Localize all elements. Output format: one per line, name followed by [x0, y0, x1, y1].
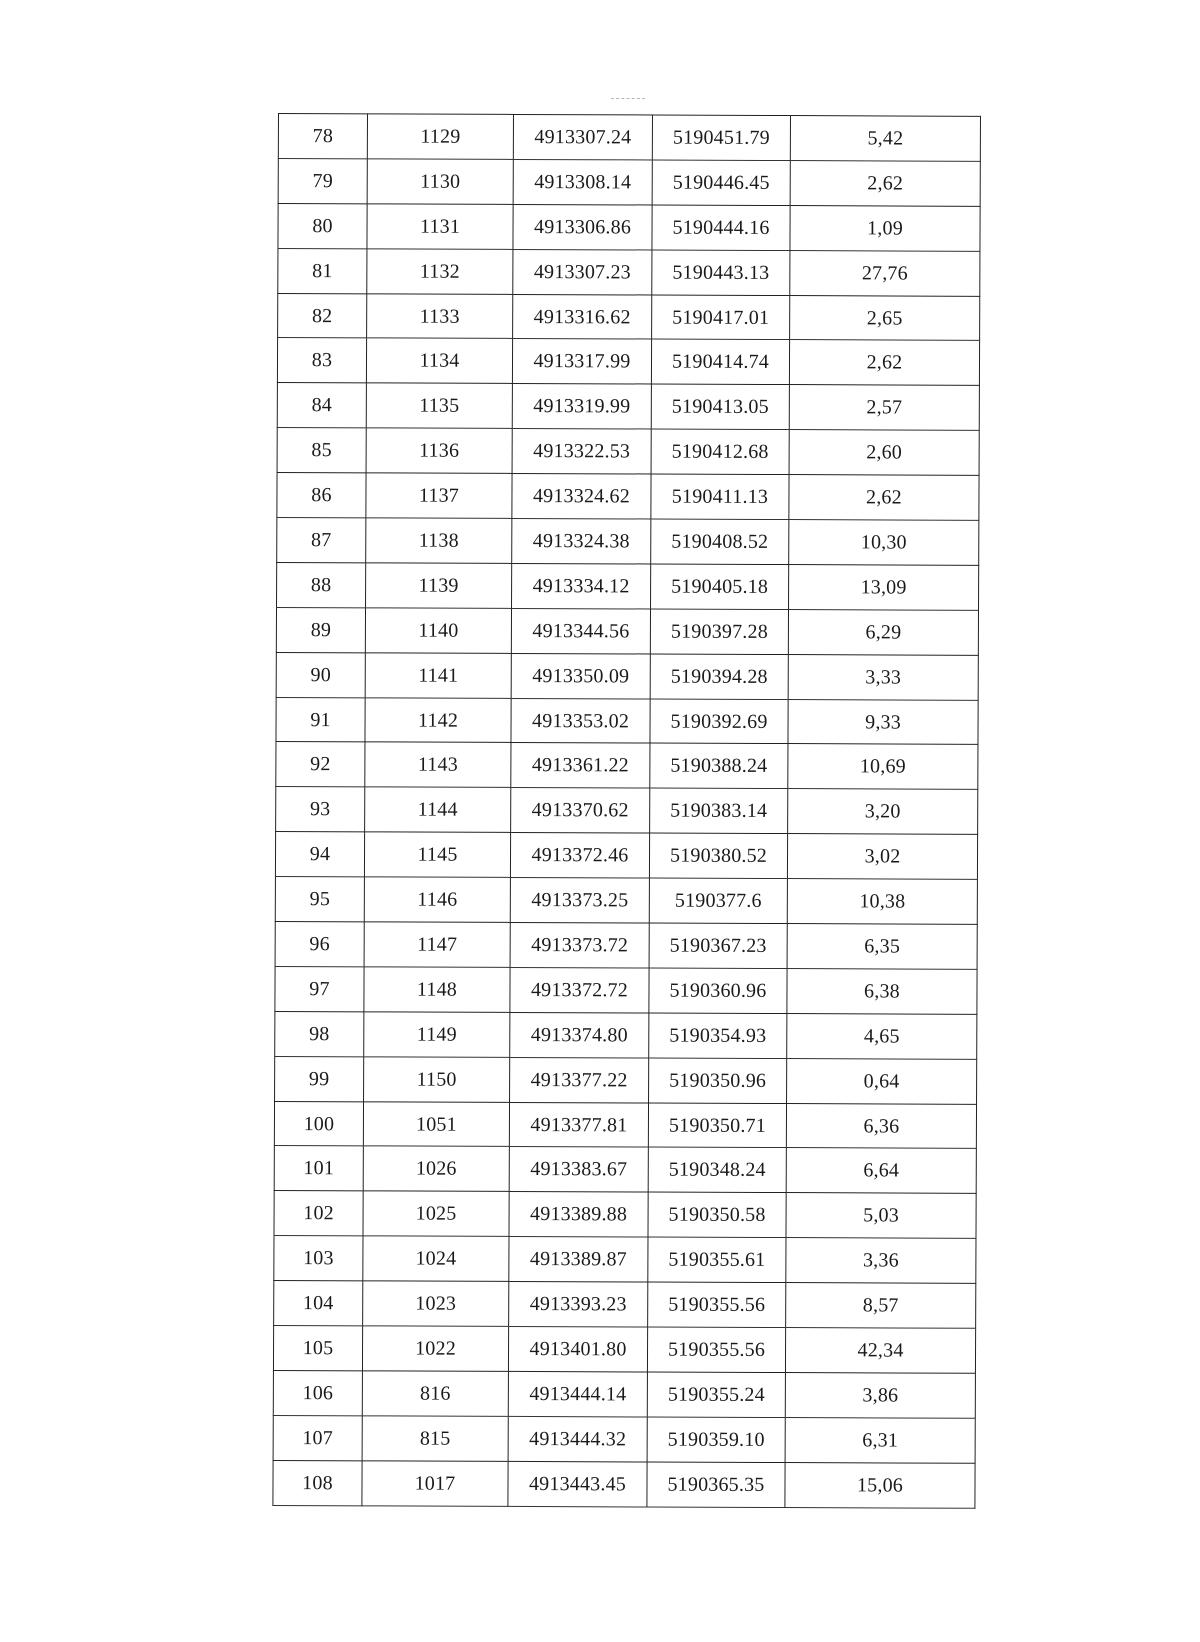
y-coordinate-cell: 5190411.13	[651, 474, 789, 519]
row-number-cell: 81	[278, 248, 367, 293]
table-row	[273, 1415, 975, 1463]
row-number-cell: 95	[275, 877, 364, 922]
distance-cell: 5,42	[790, 116, 980, 162]
table-row	[278, 293, 980, 341]
row-number-cell: 94	[275, 832, 364, 877]
table-row	[277, 562, 979, 610]
row-number-cell: 91	[276, 697, 365, 742]
table-row	[273, 1370, 975, 1418]
point-id-cell: 1141	[365, 653, 511, 698]
distance-cell: 1,09	[790, 205, 980, 251]
y-coordinate-cell: 5190444.16	[652, 205, 790, 250]
y-coordinate-cell: 5190383.14	[650, 788, 788, 833]
row-number-cell: 87	[277, 518, 366, 563]
x-coordinate-cell: 4913317.99	[512, 339, 651, 384]
distance-cell: 42,34	[785, 1328, 975, 1374]
distance-cell: 3,36	[786, 1238, 976, 1284]
x-coordinate-cell: 4913307.24	[513, 114, 652, 159]
row-number-cell: 93	[276, 787, 365, 832]
table-row	[275, 1056, 977, 1104]
point-id-cell: 1140	[365, 608, 511, 653]
y-coordinate-cell: 5190408.52	[651, 519, 789, 564]
x-coordinate-cell: 4913373.25	[510, 878, 649, 923]
row-number-cell: 108	[273, 1460, 362, 1505]
distance-cell: 6,29	[788, 609, 978, 655]
x-coordinate-cell: 4913443.45	[508, 1461, 647, 1506]
x-coordinate-cell: 4913372.72	[510, 967, 649, 1012]
x-coordinate-cell: 4913322.53	[512, 429, 651, 474]
x-coordinate-cell: 4913373.72	[510, 922, 649, 967]
distance-cell: 2,65	[790, 295, 980, 341]
y-coordinate-cell: 5190380.52	[649, 833, 787, 878]
x-coordinate-cell: 4913389.88	[509, 1192, 648, 1237]
table-row	[274, 1236, 976, 1284]
point-id-cell: 1129	[367, 114, 513, 159]
row-number-cell: 83	[277, 338, 366, 383]
row-number-cell: 85	[277, 428, 366, 473]
x-coordinate-cell: 4913361.22	[511, 743, 650, 788]
row-number-cell: 98	[275, 1011, 364, 1056]
row-number-cell: 84	[277, 383, 366, 428]
distance-cell: 3,02	[787, 834, 977, 880]
distance-cell: 3,33	[788, 654, 978, 700]
x-coordinate-cell: 4913350.09	[511, 653, 650, 698]
distance-cell: 4,65	[787, 1013, 977, 1059]
table-row	[274, 1146, 976, 1194]
point-id-cell: 1025	[363, 1191, 509, 1236]
page-number-mark	[611, 98, 645, 101]
row-number-cell: 92	[276, 742, 365, 787]
table-row	[277, 383, 979, 431]
row-number-cell: 90	[276, 652, 365, 697]
distance-cell: 2,62	[789, 340, 979, 386]
distance-cell: 9,33	[788, 699, 978, 745]
y-coordinate-cell: 5190359.10	[647, 1417, 785, 1462]
point-id-cell: 1143	[365, 742, 511, 787]
y-coordinate-cell: 5190365.35	[647, 1462, 785, 1507]
point-id-cell: 1017	[362, 1461, 508, 1506]
y-coordinate-cell: 5190392.69	[650, 699, 788, 744]
table-row	[278, 248, 980, 296]
y-coordinate-cell: 5190413.05	[651, 384, 789, 429]
point-id-cell: 1144	[365, 787, 511, 832]
point-id-cell: 1138	[366, 518, 512, 563]
table-row	[277, 518, 979, 566]
distance-cell: 2,62	[790, 160, 980, 206]
distance-cell: 5,03	[786, 1193, 976, 1239]
point-id-cell: 1132	[367, 249, 513, 294]
x-coordinate-cell: 4913393.23	[509, 1282, 648, 1327]
y-coordinate-cell: 5190350.71	[648, 1103, 786, 1148]
x-coordinate-cell: 4913444.14	[508, 1371, 647, 1416]
x-coordinate-cell: 4913353.02	[511, 698, 650, 743]
y-coordinate-cell: 5190394.28	[650, 654, 788, 699]
x-coordinate-cell: 4913374.80	[510, 1012, 649, 1057]
y-coordinate-cell: 5190451.79	[652, 115, 790, 160]
distance-cell: 8,57	[786, 1283, 976, 1329]
point-id-cell: 1134	[366, 338, 512, 383]
point-id-cell: 1145	[364, 832, 510, 877]
x-coordinate-cell: 4913319.99	[512, 384, 651, 429]
table-row	[275, 832, 977, 880]
point-id-cell: 1146	[364, 877, 510, 922]
table-row	[273, 1460, 975, 1508]
point-id-cell: 1139	[366, 563, 512, 608]
point-id-cell: 1137	[366, 473, 512, 518]
point-id-cell: 1133	[367, 293, 513, 338]
row-number-cell: 102	[274, 1191, 363, 1236]
distance-cell: 3,20	[788, 789, 978, 835]
x-coordinate-cell: 4913372.46	[510, 833, 649, 878]
table-row	[275, 966, 977, 1014]
point-id-cell: 1142	[365, 697, 511, 742]
table-row	[276, 652, 978, 700]
table-row	[278, 203, 980, 251]
y-coordinate-cell: 5190355.61	[648, 1237, 786, 1282]
x-coordinate-cell: 4913444.32	[508, 1416, 647, 1461]
point-id-cell: 1147	[364, 922, 510, 967]
distance-cell: 6,64	[786, 1148, 976, 1194]
point-id-cell: 1024	[363, 1236, 509, 1281]
distance-cell: 2,57	[789, 385, 979, 431]
point-id-cell: 1026	[363, 1146, 509, 1191]
table-row	[276, 697, 978, 745]
y-coordinate-cell: 5190414.74	[651, 339, 789, 384]
row-number-cell: 105	[273, 1326, 362, 1371]
point-id-cell: 1149	[364, 1012, 510, 1057]
table-row	[275, 877, 977, 925]
distance-cell: 3,86	[785, 1372, 975, 1418]
y-coordinate-cell: 5190388.24	[650, 743, 788, 788]
y-coordinate-cell: 5190355.24	[647, 1372, 785, 1417]
row-number-cell: 80	[278, 203, 367, 248]
table-row	[278, 158, 980, 206]
distance-cell: 10,69	[788, 744, 978, 790]
distance-cell: 2,62	[789, 475, 979, 521]
table-row	[274, 1281, 976, 1329]
table-row	[274, 1101, 976, 1149]
point-id-cell: 816	[362, 1371, 508, 1416]
point-id-cell: 1131	[367, 204, 513, 249]
point-id-cell: 1150	[364, 1057, 510, 1102]
point-id-cell: 1148	[364, 967, 510, 1012]
table-row	[275, 1011, 977, 1059]
row-number-cell: 86	[277, 473, 366, 518]
row-number-cell: 107	[273, 1415, 362, 1460]
distance-cell: 6,31	[785, 1417, 975, 1463]
row-number-cell: 99	[275, 1056, 364, 1101]
y-coordinate-cell: 5190360.96	[649, 968, 787, 1013]
coordinates-table	[272, 113, 981, 1508]
x-coordinate-cell: 4913344.56	[511, 608, 650, 653]
table-row	[276, 787, 978, 835]
point-id-cell: 1135	[366, 383, 512, 428]
y-coordinate-cell: 5190355.56	[648, 1282, 786, 1327]
point-id-cell: 1136	[366, 428, 512, 473]
x-coordinate-cell: 4913306.86	[513, 204, 652, 249]
x-coordinate-cell: 4913308.14	[513, 159, 652, 204]
row-number-cell: 97	[275, 966, 364, 1011]
row-number-cell: 89	[276, 607, 365, 652]
x-coordinate-cell: 4913334.12	[512, 563, 651, 608]
row-number-cell: 82	[278, 293, 367, 338]
distance-cell: 6,38	[787, 968, 977, 1014]
table-row	[276, 742, 978, 790]
x-coordinate-cell: 4913389.87	[509, 1237, 648, 1282]
distance-cell: 10,30	[789, 520, 979, 566]
distance-cell: 15,06	[785, 1462, 975, 1508]
table-row	[277, 428, 979, 476]
table-row	[274, 1191, 976, 1239]
row-number-cell: 96	[275, 922, 364, 967]
point-id-cell: 815	[362, 1416, 508, 1461]
x-coordinate-cell: 4913307.23	[513, 249, 652, 294]
distance-cell: 27,76	[790, 250, 980, 296]
table-row	[278, 114, 980, 162]
x-coordinate-cell: 4913401.80	[508, 1326, 647, 1371]
distance-cell: 6,36	[786, 1103, 976, 1149]
y-coordinate-cell: 5190348.24	[648, 1147, 786, 1192]
row-number-cell: 78	[278, 114, 367, 159]
distance-cell: 6,35	[787, 924, 977, 970]
point-id-cell: 1023	[363, 1281, 509, 1326]
table-row	[277, 338, 979, 386]
table-row	[273, 1326, 975, 1374]
y-coordinate-cell: 5190355.56	[647, 1327, 785, 1372]
x-coordinate-cell: 4913316.62	[513, 294, 652, 339]
y-coordinate-cell: 5190443.13	[652, 250, 790, 295]
table-row	[277, 473, 979, 521]
x-coordinate-cell: 4913383.67	[509, 1147, 648, 1192]
y-coordinate-cell: 5190350.58	[648, 1192, 786, 1237]
distance-cell: 10,38	[787, 879, 977, 925]
point-id-cell: 1130	[367, 159, 513, 204]
row-number-cell: 103	[274, 1236, 363, 1281]
row-number-cell: 106	[273, 1370, 362, 1415]
y-coordinate-cell: 5190405.18	[651, 564, 789, 609]
distance-cell: 2,60	[789, 430, 979, 476]
x-coordinate-cell: 4913370.62	[511, 788, 650, 833]
x-coordinate-cell: 4913377.22	[510, 1057, 649, 1102]
y-coordinate-cell: 5190367.23	[649, 923, 787, 968]
y-coordinate-cell: 5190446.45	[652, 160, 790, 205]
y-coordinate-cell: 5190350.96	[649, 1058, 787, 1103]
y-coordinate-cell: 5190354.93	[649, 1013, 787, 1058]
row-number-cell: 104	[274, 1281, 363, 1326]
row-number-cell: 101	[274, 1146, 363, 1191]
table-row	[276, 607, 978, 655]
row-number-cell: 100	[274, 1101, 363, 1146]
coordinates-table-body	[273, 114, 981, 1508]
point-id-cell: 1051	[363, 1101, 509, 1146]
table-row	[275, 922, 977, 970]
x-coordinate-cell: 4913324.38	[512, 518, 651, 563]
distance-cell: 13,09	[789, 564, 979, 610]
row-number-cell: 79	[278, 158, 367, 203]
y-coordinate-cell: 5190412.68	[651, 429, 789, 474]
y-coordinate-cell: 5190377.6	[649, 878, 787, 923]
x-coordinate-cell: 4913377.81	[509, 1102, 648, 1147]
y-coordinate-cell: 5190417.01	[652, 295, 790, 340]
x-coordinate-cell: 4913324.62	[512, 474, 651, 519]
row-number-cell: 88	[277, 562, 366, 607]
y-coordinate-cell: 5190397.28	[650, 609, 788, 654]
distance-cell: 0,64	[787, 1058, 977, 1104]
point-id-cell: 1022	[362, 1326, 508, 1371]
